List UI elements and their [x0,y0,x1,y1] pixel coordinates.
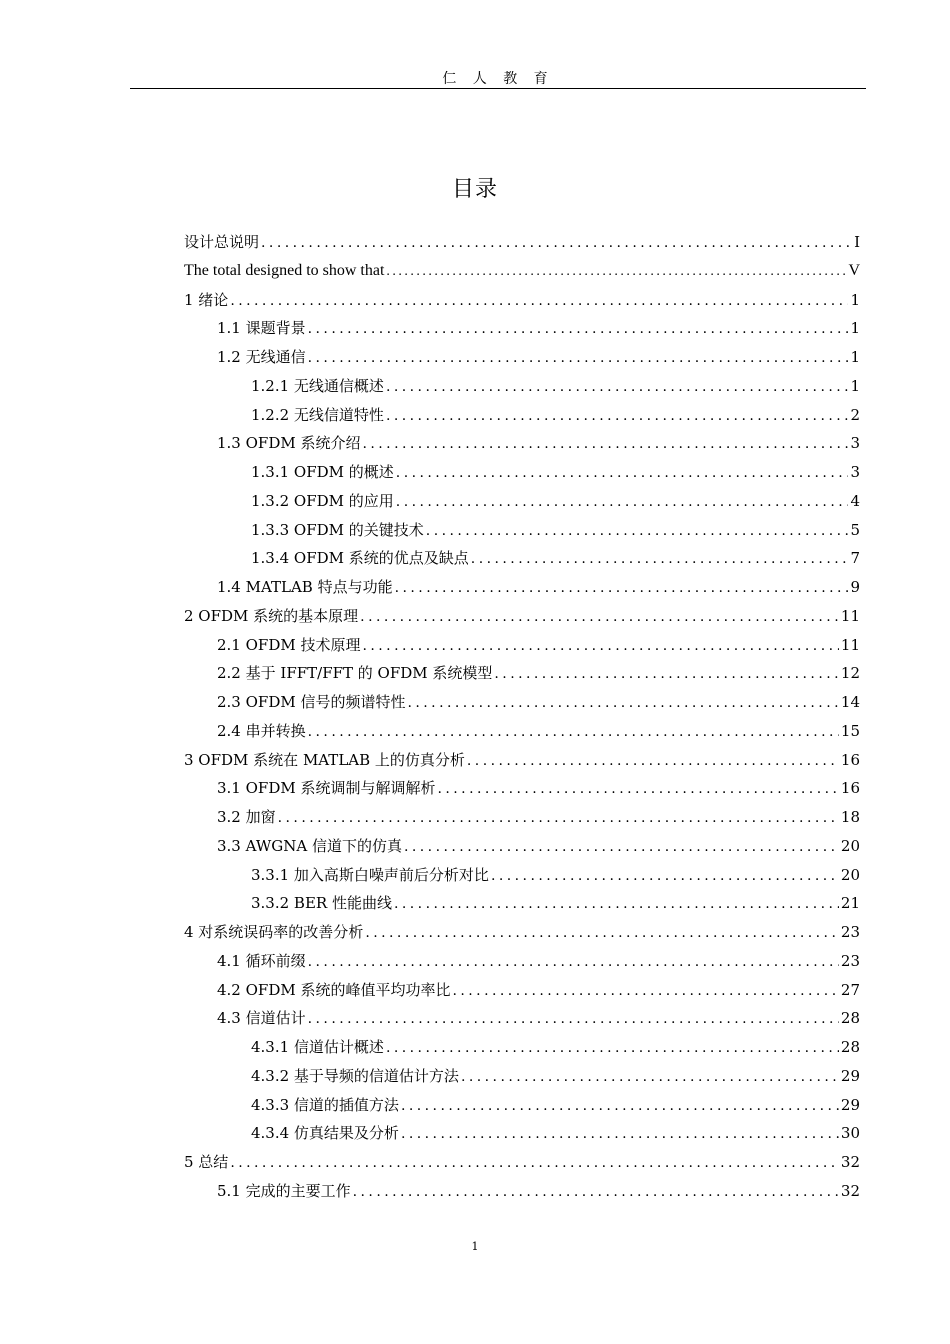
toc-entry-page: 7 [850,549,860,568]
toc-entry-page: 30 [840,1124,860,1143]
toc-entry-page: 4 [850,491,860,510]
toc-entry-page: 23 [840,923,860,941]
toc-leader-dots [404,833,839,862]
toc-entry-page: 14 [840,693,860,711]
toc-entry-page: 1 [850,319,860,338]
toc-entry-title: 设计总说明 [184,233,260,251]
toc-entry[interactable] [184,746,860,775]
toc-leader-dots [261,229,852,258]
page-number: 1 [471,1240,479,1253]
toc-entry-page: 20 [840,865,860,884]
toc-leader-dots [494,660,839,689]
toc-entry[interactable] [184,688,860,717]
toc-leader-dots [401,1120,839,1149]
toc-entry-page: 9 [850,578,860,596]
toc-entry-title: 3.3.2 BER 性能曲线 [251,894,392,913]
toc-entry-page: 29 [840,1066,860,1085]
toc-entry-page: 1 [850,348,860,366]
toc-entry-title: 3.2 加窗 [217,808,276,826]
toc-entry[interactable] [184,861,860,890]
toc-entry[interactable] [184,1148,860,1177]
toc-entry-page: 28 [840,1009,860,1028]
toc-leader-dots [308,344,849,373]
toc-entry-page: 15 [840,721,860,740]
toc-entry-page: 3 [850,434,860,453]
toc-leader-dots [426,517,849,546]
toc-entry-title: 1.2.2 无线信道特性 [251,405,384,424]
toc-entry[interactable] [184,458,860,487]
toc-leader-dots [394,890,839,919]
toc-entry-title: 1.3.4 OFDM 系统的优点及缺点 [251,549,469,568]
toc-entry-title: 1.3.2 OFDM 的应用 [251,491,394,510]
toc-leader-dots [362,632,838,661]
toc-entry[interactable] [184,286,860,315]
toc-entry[interactable] [184,487,860,516]
toc-entry[interactable] [184,659,860,688]
toc-entry[interactable] [184,516,860,545]
toc-entry[interactable] [184,947,860,976]
toc-entry-title: 4.2 OFDM 系统的峰值平均功率比 [217,980,451,999]
toc-entry[interactable] [184,832,860,861]
toc-entry-page: 1 [850,376,860,395]
toc-entry[interactable] [184,372,860,401]
toc-entry-title: 3.1 OFDM 系统调制与解调解析 [217,779,436,798]
toc-entry-title: 4.3.4 仿真结果及分析 [251,1124,399,1143]
toc-entry[interactable] [184,602,860,631]
toc-entry-page: 28 [840,1038,860,1056]
toc-leader-dots [467,747,839,776]
toc-entry-title: 1.3.1 OFDM 的概述 [251,463,394,481]
toc-entry-page: 1 [850,290,860,309]
toc-entry-page: 32 [840,1181,860,1200]
toc-entry-page: 29 [840,1095,860,1114]
toc-leader-dots [362,430,848,459]
toc-leader-dots [353,1178,839,1207]
toc-entry-page: 20 [840,836,860,855]
toc-leader-dots [230,1149,839,1178]
toc-leader-dots [365,919,839,948]
toc-entry-title: 3.3.1 加入高斯白噪声前后分析对比 [251,865,489,884]
toc-leader-dots [401,1092,839,1121]
toc-entry-title: 2 OFDM 系统的基本原理 [184,606,359,625]
toc-entry-page: 18 [840,808,860,826]
toc-leader-dots [360,603,839,632]
toc-entry[interactable] [184,1062,860,1091]
toc-entry[interactable] [184,889,860,918]
toc-entry[interactable] [184,343,860,372]
page-header [130,64,866,89]
toc-entry-page: 23 [840,951,860,970]
toc-leader-dots [386,258,846,287]
page-title: 目录 [451,176,498,202]
toc-entry-title: 2.3 OFDM 信号的频谱特性 [217,693,406,711]
toc-entry[interactable] [184,1177,860,1206]
toc-entry[interactable] [184,228,860,257]
toc-entry[interactable] [184,401,860,430]
table-of-contents [184,228,860,1206]
toc-leader-dots [308,948,839,977]
toc-entry-title: 1.3 OFDM 系统介绍 [217,434,361,453]
toc-entry-title: 1.1 课题背景 [217,319,306,338]
toc-entry-page: 32 [840,1153,860,1171]
toc-entry-page: V [848,261,860,279]
toc-entry[interactable] [184,573,860,602]
toc-entry[interactable] [184,429,860,458]
toc-entry[interactable] [184,1033,860,1062]
toc-entry-title: 1 绪论 [184,290,229,309]
toc-entry-page: 27 [840,980,860,999]
toc-entry-title: 4.1 循环前缀 [217,951,306,970]
toc-entry-page: 11 [840,606,860,625]
toc-entry[interactable] [184,1119,860,1148]
toc-leader-dots [396,488,849,517]
toc-entry[interactable] [184,1091,860,1120]
toc-leader-dots [230,287,848,316]
toc-leader-dots [308,315,849,344]
toc-entry-page: 5 [850,520,860,539]
toc-leader-dots [308,718,839,747]
toc-leader-dots [395,574,849,603]
toc-entry[interactable] [184,257,860,286]
toc-entry-title: 5 总结 [184,1153,229,1171]
toc-entry[interactable] [184,314,860,343]
toc-entry-page: 16 [840,779,860,798]
toc-leader-dots [452,977,838,1006]
toc-entry[interactable] [184,631,860,660]
toc-entry-page: 21 [840,894,860,913]
toc-entry-title: 2.2 基于 IFFT/FFT 的 OFDM 系统模型 [217,664,493,683]
toc-leader-dots [461,1063,839,1092]
toc-entry-title: 1.2.1 无线通信概述 [251,376,384,395]
toc-entry-title: 3 OFDM 系统在 MATLAB 上的仿真分析 [184,750,465,769]
toc-entry-title: 4.3 信道估计 [217,1009,306,1028]
toc-entry-title: 2.1 OFDM 技术原理 [217,635,361,654]
toc-entry[interactable] [184,918,860,947]
toc-leader-dots [407,689,838,718]
toc-entry-title: 3.3 AWGNA 信道下的仿真 [217,836,402,855]
header-text: 仁 人 教 育 [442,71,554,87]
toc-entry-title: 4 对系统误码率的改善分析 [184,923,364,941]
toc-entry-title: 1.4 MATLAB 特点与功能 [217,578,393,596]
toc-leader-dots [396,459,849,488]
toc-entry-title: 4.3.1 信道估计概述 [251,1038,384,1056]
toc-leader-dots [386,1034,839,1063]
toc-entry-title: 5.1 完成的主要工作 [217,1181,351,1200]
toc-entry[interactable] [184,803,860,832]
toc-leader-dots [278,804,839,833]
toc-entry-page: 12 [840,664,860,683]
toc-leader-dots [491,862,839,891]
toc-leader-dots [308,1005,839,1034]
toc-entry[interactable] [184,774,860,803]
toc-entry-title: 4.3.3 信道的插值方法 [251,1095,399,1114]
toc-entry[interactable] [184,976,860,1005]
toc-entry-title: 1.3.3 OFDM 的关键技术 [251,520,424,539]
toc-entry-page: 11 [840,635,860,654]
toc-entry-title: 1.2 无线通信 [217,348,306,366]
toc-entry-page: 3 [850,463,860,481]
toc-leader-dots [437,775,838,804]
toc-entry-page: 16 [840,750,860,769]
toc-entry-page: 2 [850,405,860,424]
toc-entry[interactable] [184,544,860,573]
toc-entry[interactable] [184,1004,860,1033]
toc-leader-dots [471,545,849,574]
toc-leader-dots [386,373,849,402]
toc-entry-page: I [854,233,860,251]
toc-leader-dots [386,402,849,431]
toc-entry[interactable] [184,717,860,746]
toc-entry-title: 2.4 串并转换 [217,721,306,740]
toc-entry-title: 4.3.2 基于导频的信道估计方法 [251,1066,459,1085]
toc-entry-title: The total designed to show that [184,261,385,279]
